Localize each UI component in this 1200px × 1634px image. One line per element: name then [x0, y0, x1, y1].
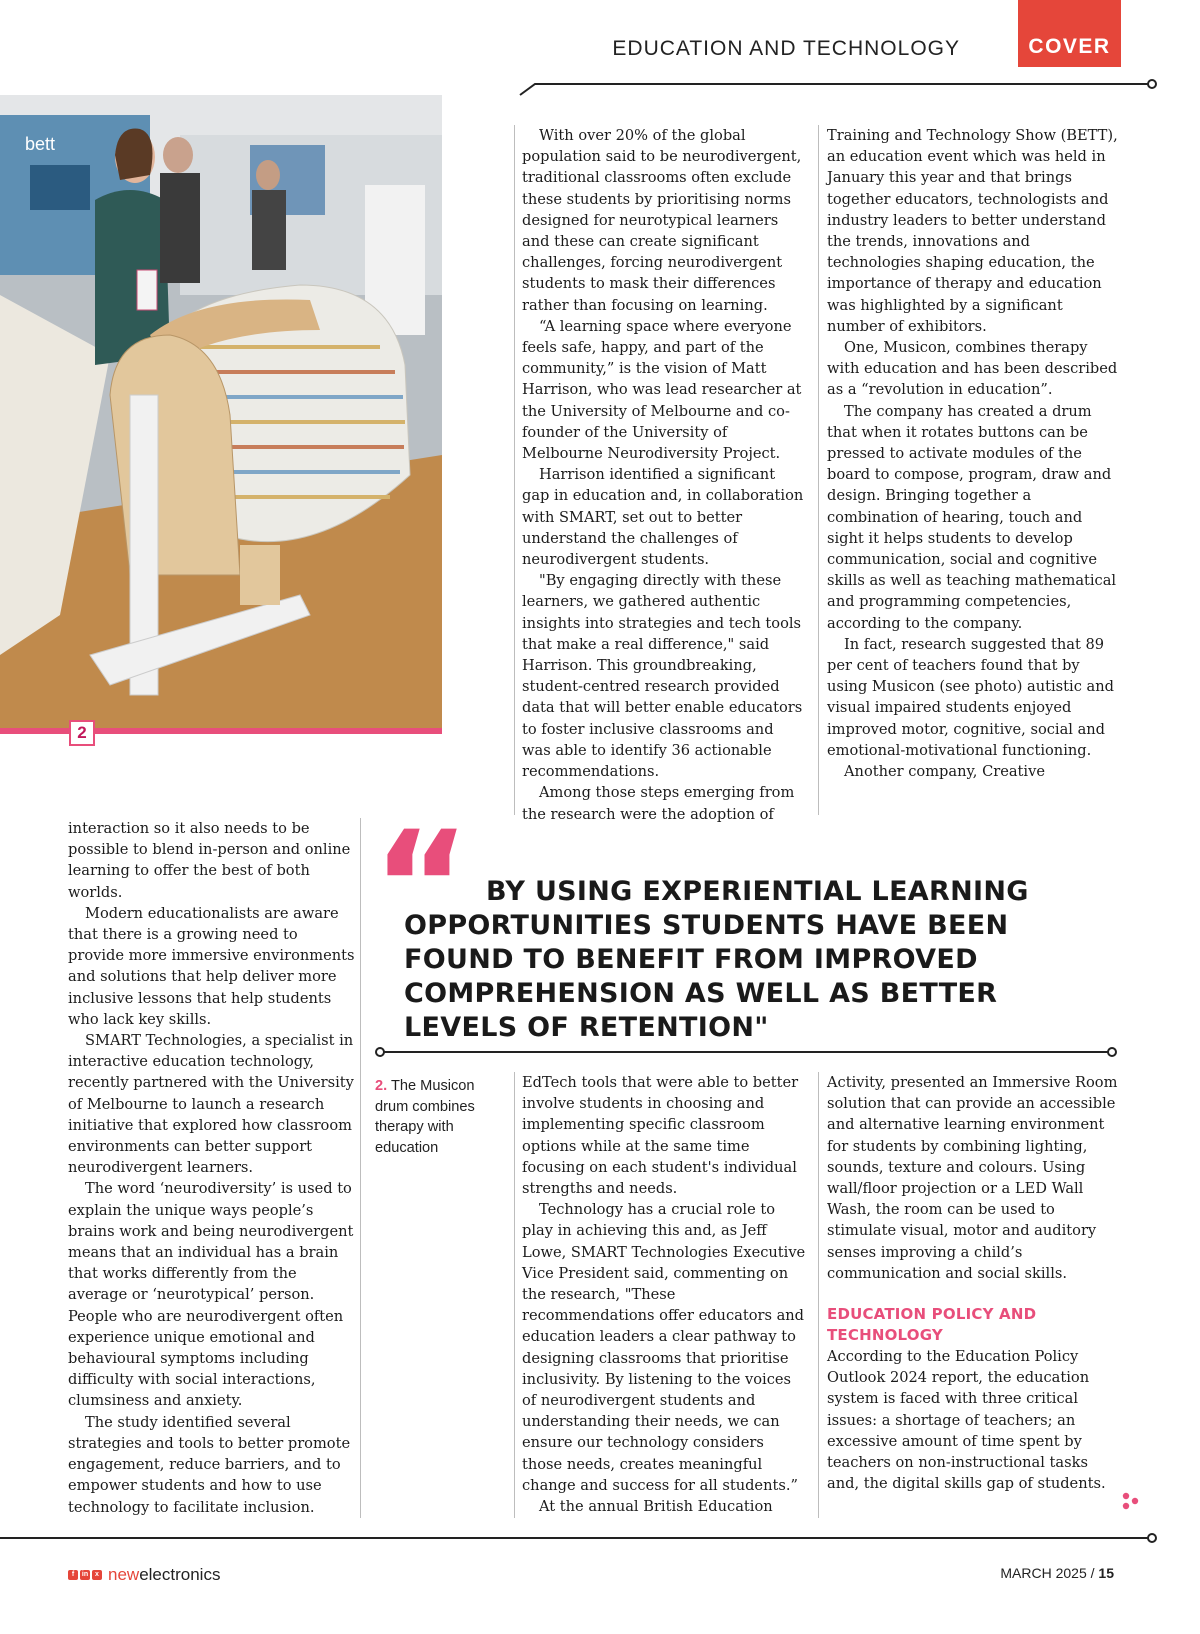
pull-quote-text: BY USING EXPERIENTIAL LEARNING OPPORTUNITIES STUDENTS HAVE BEEN FOUND TO BENEFIT FROM IMPROVED COMPREHENSION AS WELL AS BETTER LEVELS OF RETENTION" [404, 876, 1029, 1043]
paragraph: EdTech tools that were able to better involve students in choosing and implementing specific classroom options while at the same time focusing on each student's individual strengths and needs. [522, 1074, 799, 1198]
paragraph: In fact, research suggested that 89 per cent of teachers found that by using Musicon (see photo) autistic and visual impaired students enjoyed improved motor, cognitive, social and emotional-motivational functioning. [827, 635, 1114, 759]
paragraph: The company has created a drum that when it rotates buttons can be pressed to activate modules of the board to compose, program, draw and design. Bringing together a combination of hearing, touch and sight it helps students to develop communication, social and cognitive skills as well as teaching mathematical and programming competencies, according to the company. [827, 402, 1117, 632]
paragraph: SMART Technologies, a specialist in interactive education technology, recently partnered with the University of Melbourne to launch a research initiative that explored how classroom environments can better support neurodivergent learners. [68, 1032, 354, 1177]
paragraph: Harrison identified a significant gap in education and, in collaboration with SMART, set out to better understand the challenges of neurodivergent students. [522, 466, 804, 569]
paragraph: According to the Education Policy Outlook 2024 report, the education system is faced with three critical issues: a shortage of teachers; an excessive amount of time spent by teachers on non-instructional tasks and, the digital skills gap of students. [827, 1348, 1106, 1493]
cover-tag: COVER [1018, 0, 1121, 67]
column-divider [514, 125, 515, 815]
photo-underline [0, 728, 442, 734]
bottom-rule-end [1148, 1534, 1156, 1542]
paragraph: Another company, Creative [844, 763, 1045, 781]
paragraph: At the annual British Education [539, 1498, 773, 1516]
person-2-head [163, 137, 193, 173]
paragraph: With over 20% of the global population said to be neurodivergent, traditional classrooms often exclude these students by prioritising norms designed for neurotypical learners and these can create significant challenges, forcing neurodivergent students to mask their differences rather than focusing on learning. [522, 127, 802, 314]
person-hair [115, 129, 152, 180]
paragraph: interaction so it also needs to be possible to blend in-person and online learning to offer the best of both worlds. [68, 820, 351, 901]
social-icons [68, 1570, 102, 1580]
screen [30, 165, 90, 210]
paragraph: Among those steps emerging from the research were the adoption of [522, 784, 795, 823]
column-top-middle [522, 125, 806, 825]
booth-sign: bett [25, 134, 56, 154]
x-icon[interactable]: x [92, 1570, 102, 1580]
top-rule-end [1148, 80, 1156, 88]
column-bottom-right [827, 1072, 1120, 1494]
photo-number: 2 [69, 720, 95, 746]
column-divider [514, 1072, 515, 1518]
paragraph: The word ‘neurodiversity’ is used to explain the unique ways people’s brains work and being neurodivergent means that an individual has a brain that works differently from the average or ‘neurotypical’ person. People who are neurodivergent often experience unique emotional and behavioural symptoms including difficulty with social interactions, clumsiness and anxiety. [68, 1180, 354, 1410]
column-divider [818, 1072, 819, 1518]
paragraph: Modern educationalists are aware that there is a growing need to provide more immersive environments and solutions that help deliver more inclusive lessons that help students who lack key skills. [68, 904, 355, 1028]
pull-quote [404, 875, 1064, 1045]
person-3-head [256, 160, 280, 190]
quote-mark-icon: “ [372, 800, 463, 974]
end-mark-icon [1122, 1492, 1140, 1510]
page-number: 15 [1098, 1565, 1114, 1581]
column-divider [360, 818, 361, 1518]
separator: / [1090, 1565, 1095, 1581]
caption-text: The Musicon drum combines therapy with education [375, 1078, 475, 1156]
facebook-icon[interactable]: f [68, 1570, 78, 1580]
person-2-body [160, 173, 200, 283]
brand-rest: electronics [139, 1565, 221, 1584]
top-rule [520, 84, 1148, 95]
column-bottom-middle [522, 1072, 806, 1517]
brand-new: new [108, 1565, 140, 1584]
paragraph: The study identified several strategies and tools to better promote engagement, reduce barriers, and to empower students and how to use technology to facilitate inclusion. [68, 1413, 351, 1516]
mid-rule-start [376, 1048, 384, 1056]
linkedin-icon[interactable]: in [81, 1571, 89, 1578]
subhead-education-policy: EDUCATION POLICY AND TECHNOLOGY [827, 1305, 1037, 1345]
paragraph: Technology has a crucial role to play in achieving this and, as Jeff Lowe, SMART Technologies Executive Vice President said, commenting on the research, "These recommendations offer educators and education leaders a clear pathway to designing classrooms that prioritise inclusivity. By listening to the voices of neurodivergent students and understanding their needs, we can ensure our technology considers those needs, creates meaningful change and success for all students.” [522, 1201, 806, 1494]
issue-date: MARCH 2025 [1000, 1565, 1087, 1581]
paragraph: “A learning space where everyone feels safe, happy, and part of the community,” is the vision of Matt Harrison, who was lead researcher at the University of Melbourne and co-founder of the University of Melbourne Neurodiversity Project. [522, 317, 802, 463]
footer-logo [68, 1565, 220, 1585]
paragraph: One, Musicon, combines therapy with education and has been described as a “revolution in education”. [827, 339, 1118, 399]
photo-caption [375, 1076, 505, 1158]
musicon-drum-photo [0, 95, 442, 730]
mid-rule-end [1108, 1048, 1116, 1056]
column-divider [818, 125, 819, 815]
section-title: EDUCATION AND TECHNOLOGY [612, 37, 960, 60]
paragraph: Training and Technology Show (BETT), an education event which was held in January this year and that brings together educators, technologists and industry leaders to better understand the trends, innovations and technologies shaping education, the importance of therapy and education was highlighted by a significant number of exhibitors. [827, 127, 1118, 335]
badge [137, 270, 157, 310]
caption-number: 2. [375, 1078, 388, 1094]
paragraph: Activity, presented an Immersive Room solution that can provide an accessible and alternative learning environment for students by combining lighting, sounds, texture and colours. Using wall/floor projection or a LED Wall Wash, the room can be used to stimulate visual, motor and auditory senses improving a child’s communication and social skills. [827, 1074, 1118, 1282]
paragraph: "By engaging directly with these learners, we gathered authentic insights into strategies and tech tools that make a real difference," said Harrison. This groundbreaking, student-centred research provided data that will better enable educators to foster inclusive classrooms and was able to identify 36 actionable recommendations. [522, 572, 803, 781]
footer-pagination [1000, 1565, 1114, 1581]
column-left [68, 818, 358, 1518]
column-top-right [827, 125, 1120, 782]
wooden-foot [240, 545, 280, 605]
person-3-body [252, 190, 286, 270]
